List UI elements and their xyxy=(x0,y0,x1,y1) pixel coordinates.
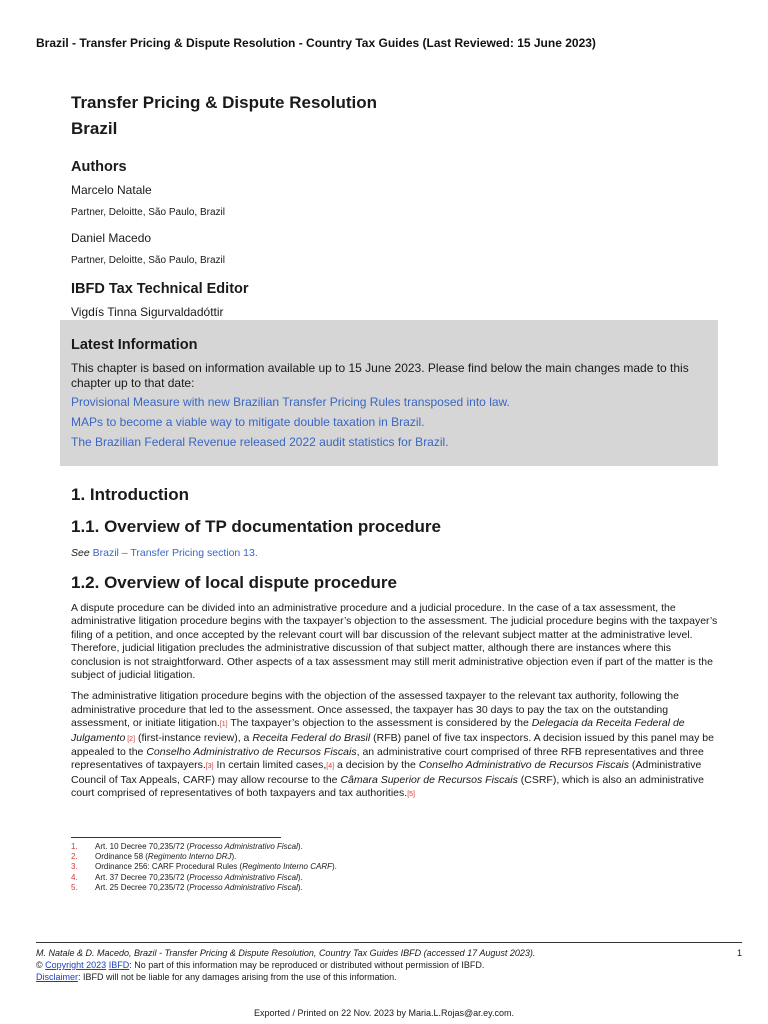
editor-name: Vigdís Tinna Sigurvaldadóttir xyxy=(71,305,224,319)
paragraph-1: A dispute procedure can be divided into an administrative procedure and a judicial procedure. In the case of a tax assessment, the administrative litigation procedure begins with the taxpayer’s objection to the assessment. The judicial procedure begins with the taxpayer’s filing of a petition, and once accepted by the relevant court will bar discussion of the relevant subject matter at the administrative level. Therefore, judicial litigation precludes the administrative discussion of that subject matter, although there are instances where this conclusion is not straightforward. Other aspects of a tax assessment may still merit administrative objection even if part of the matter is the subject of judicial litigation. xyxy=(71,602,718,682)
footnote-item xyxy=(71,852,721,862)
text-run: (Administrative Council of Tax Appeals, CARF) may allow recourse to the xyxy=(71,759,702,786)
disclaimer-text: : IBFD will not be liable for any damages arising from the use of this information. xyxy=(78,972,397,982)
footnote-item xyxy=(71,842,721,852)
paragraph-2 xyxy=(71,690,721,801)
text-run: a decision by the xyxy=(334,759,419,772)
italic-run: Receita Federal do Brasil xyxy=(252,731,371,744)
page-title: Transfer Pricing & Dispute Resolution xyxy=(71,93,378,112)
footnote-ref-1[interactable]: [1] xyxy=(219,721,228,729)
disclaimer-link[interactable]: Disclaimer xyxy=(36,972,79,982)
text-run: (CSRF), which is also an administrative court comprised of representatives of both taxpayers and tax authorities. xyxy=(71,773,704,800)
document-header: Brazil - Transfer Pricing & Dispute Resolution - Country Tax Guides (Last Reviewed: 15 June 2023) xyxy=(36,36,596,50)
latest-link-maps[interactable]: MAPs to become a viable way to mitigate double taxation in Brazil. xyxy=(71,415,425,429)
author-role: Partner, Deloitte, São Paulo, Brazil xyxy=(71,255,225,266)
text-run: (RFB) panel of five tax inspectors. A decision issued by this panel may be appealed to the xyxy=(71,731,714,759)
footnote-text: ). xyxy=(297,842,303,851)
footnote-text: ). xyxy=(297,882,303,892)
authors-heading: Authors xyxy=(71,159,127,175)
footnote-text: Art. 10 Decree 70,235/72 ( xyxy=(95,842,190,851)
italic-run: Delegacia da Receita Federal de Julgamento xyxy=(71,717,685,744)
text-run: The taxpayer’s objection to the assessment is considered by the xyxy=(227,717,532,730)
latest-information-box xyxy=(60,320,718,466)
italic-run: Câmara Superior de Recursos Fiscais xyxy=(340,773,518,786)
footnote-number: 5. xyxy=(71,882,78,892)
country-title: Brazil xyxy=(71,119,118,138)
copyright-text: : No part of this information may be reproduced or distributed without permission of IBFD. xyxy=(129,960,485,970)
italic-run: Conselho Administrativo de Recursos Fiscais xyxy=(418,759,629,772)
footnote-ref-2[interactable]: [2] xyxy=(125,735,136,743)
main-body xyxy=(71,484,721,802)
text-run: , an administrative court comprised of three RFB representatives and three representatives of taxpayers. xyxy=(71,746,704,772)
copyright-link[interactable]: Copyright 2023 xyxy=(45,960,107,970)
author-name: Marcelo Natale xyxy=(71,183,152,197)
section-introduction: 1. Introduction xyxy=(71,485,190,504)
footnote-number: 2. xyxy=(71,852,78,862)
footnote-ref-4[interactable]: [4] xyxy=(326,763,335,771)
footer-citation-line xyxy=(36,947,742,959)
text-run: In certain limited cases, xyxy=(213,759,327,772)
italic-run: Conselho Administrativo de Recursos Fiscais xyxy=(146,746,357,759)
text-run: The administrative litigation procedure begins with the objection of the assessed taxpayer to the relevant tax authority, following the administrative procedure that led to the assessment. Once assessed, the taxpayer has 30 days to pay the tax on the outstanding assessment, or initiate litigation. xyxy=(71,690,679,730)
footnote-divider xyxy=(71,837,281,838)
title-block xyxy=(71,92,719,320)
see-link[interactable]: Brazil – Transfer Pricing section 13. xyxy=(92,547,258,559)
latest-link-tp-rules[interactable]: Provisional Measure with new Brazilian Transfer Pricing Rules transposed into law. xyxy=(71,395,510,409)
footnote-italic: Processo Administrativo Fiscal xyxy=(189,872,298,882)
footnote-italic: Regimento Interno DRJ xyxy=(147,852,232,862)
footnote-text: Art. 37 Decree 70,235/72 ( xyxy=(95,872,190,882)
ibfd-link[interactable]: IBFD xyxy=(108,960,130,970)
section-tp-documentation: 1.1. Overview of TP documentation procedure xyxy=(71,517,441,536)
footnote-text: Art. 25 Decree 70,235/72 ( xyxy=(95,882,190,892)
page-number: 1 xyxy=(736,948,742,958)
copyright-symbol: © xyxy=(36,960,46,970)
footnote-text: ). xyxy=(231,852,237,862)
footnote-text: Ordinance 58 ( xyxy=(95,852,148,862)
footnote-item xyxy=(71,862,721,872)
footnote-ref-5[interactable]: [5] xyxy=(407,791,415,799)
footer-citation: M. Natale & D. Macedo, Brazil - Transfer Pricing & Dispute Resolution, Country Tax Guides IBFD (accessed 17 August 2023). xyxy=(36,948,536,958)
latest-text: This chapter is based on information available up to 15 June 2023. Please find below the main changes made to this chapter up to that date: xyxy=(71,361,689,390)
footnote-number: 3. xyxy=(71,862,78,872)
see-reference xyxy=(71,546,721,560)
footnote-text: ). xyxy=(332,862,337,872)
footnotes xyxy=(71,837,721,893)
editor-heading: IBFD Tax Technical Editor xyxy=(71,281,249,297)
footnote-number: 4. xyxy=(71,872,78,882)
export-note: Exported / Printed on 22 Nov. 2023 by Maria.L.Rojas@ar.ey.com. xyxy=(254,1008,514,1018)
footer-divider xyxy=(36,942,742,943)
footnote-number: 1. xyxy=(71,842,78,851)
page-footer xyxy=(36,942,742,983)
footnote-italic: Processo Administrativo Fiscal xyxy=(189,882,298,892)
footnote-text: ). xyxy=(297,872,303,882)
footer-copyright-line xyxy=(36,959,742,971)
latest-heading: Latest Information xyxy=(71,337,198,353)
footnote-ref-3[interactable]: [3] xyxy=(205,763,214,771)
footnote-item xyxy=(71,883,721,893)
footer-disclaimer-line xyxy=(36,971,742,983)
footnote-item xyxy=(71,873,721,883)
see-word: See xyxy=(71,547,90,559)
footnote-italic: Regimento Interno CARF xyxy=(242,862,333,872)
latest-link-audit-stats[interactable]: The Brazilian Federal Revenue released 2022 audit statistics for Brazil. xyxy=(71,435,449,449)
footnote-text: Ordinance 256: CARF Procedural Rules ( xyxy=(95,862,243,872)
text-run: (first-instance review), a xyxy=(135,731,253,744)
footnote-italic: Processo Administrativo Fiscal xyxy=(189,842,298,851)
author-role: Partner, Deloitte, São Paulo, Brazil xyxy=(71,207,225,218)
section-dispute-procedure: 1.2. Overview of local dispute procedure xyxy=(71,573,397,592)
author-name: Daniel Macedo xyxy=(71,231,152,245)
